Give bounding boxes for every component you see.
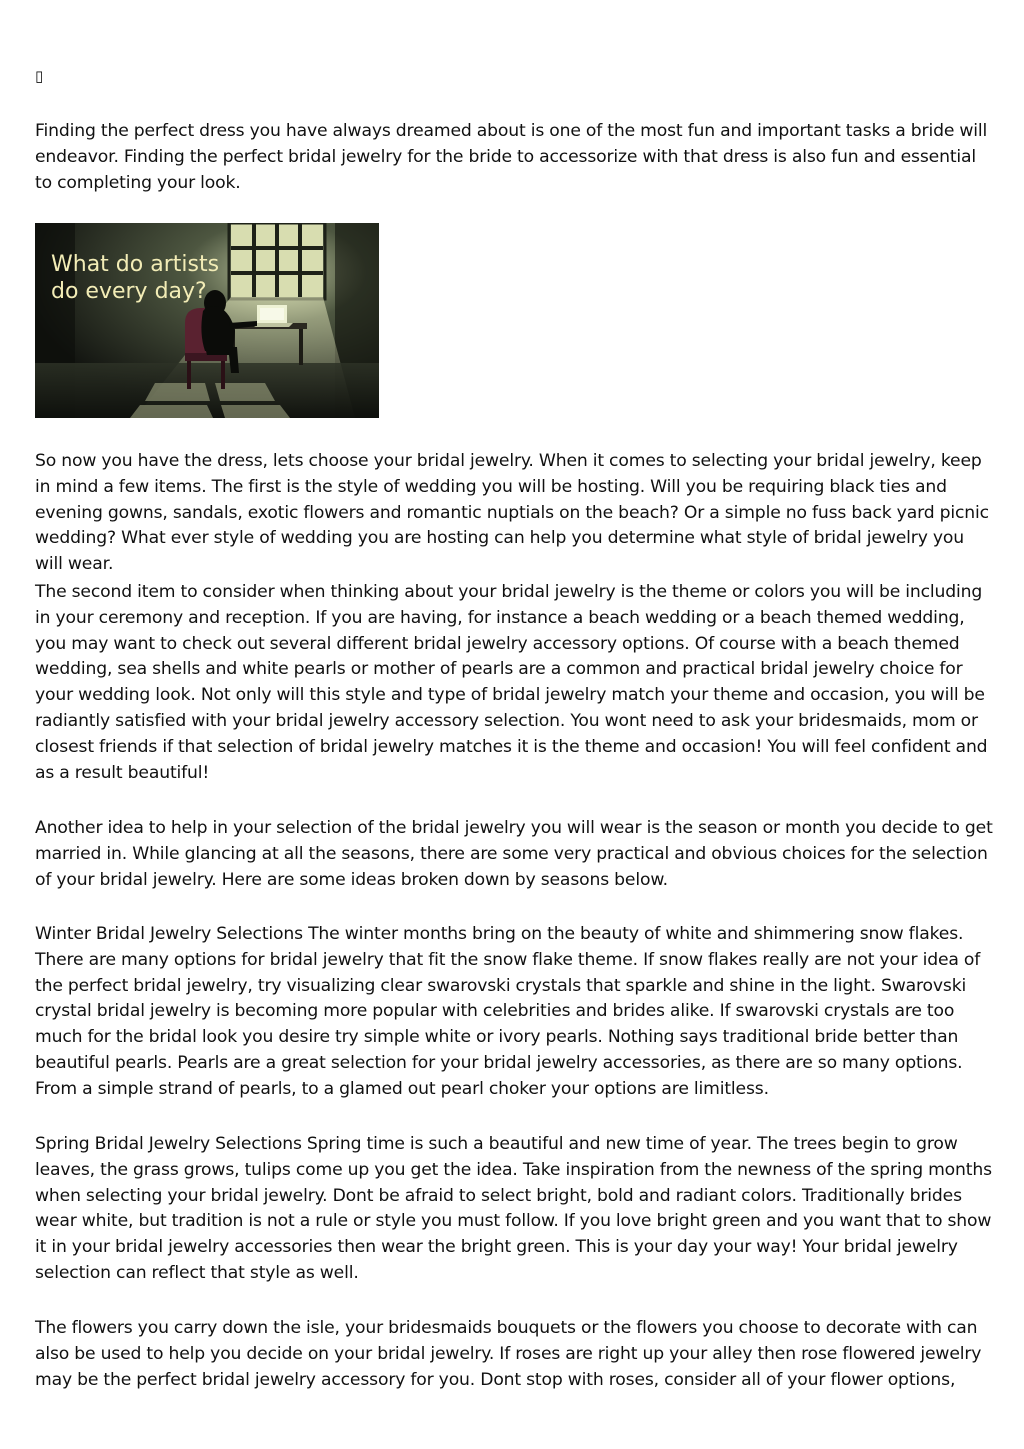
body-paragraph: So now you have the dress, lets choose your bridal jewelry. When it comes to selecting your bridal jewelry, keep in mind a few items. The first is the style of wedding you will be hosting. Will you be requiring black ties and evening gowns, sandals, exotic flowers and romantic nuptials on the beach? Or a simple no fuss back yard picnic wedding? What ever style of wedding you are hosting can help you determine what style of bridal jewelry you will wear. (35, 451, 989, 575)
laptop-icon (251, 305, 293, 327)
illustration-caption-line2: do every day? (51, 279, 207, 304)
body-paragraph: Spring Bridal Jewelry Selections Spring time is such a beautiful and new time of year. The trees begin to grow leaves, the grass grows, tulips come up you get the idea. Take inspiration from the newness of the spring months when selecting your bridal jewelry. Dont be afraid to select bright, bold and radiant colors. Traditionally brides wear white, but tradition is not a rule or style you must follow. If you love bright green and you want that to show it in your bridal jewelry accessories then wear the bright green. This is your day your way! Your bridal jewelry selection can reflect that style as well. (35, 1134, 992, 1283)
illustration-caption-line1: What do artists (51, 252, 220, 277)
body-paragraph: The second item to consider when thinking about your bridal jewelry is the theme or colors you will be including in your ceremony and reception. If you are having, for instance a beach wedding or a beach themed wedding, you may want to check out several different bridal jewelry accessory options. Of course with a beach themed wedding, sea shells and white pearls or mother of pearls are a common and practical bridal jewelry choice for your wedding look. Not only will this style and type of bridal jewelry match your theme and occasion, you will be radiantly satisfied with your bridal jewelry accessory selection. You wont need to ask your bridesmaids, mom or closest friends if that selection of bridal jewelry matches it is the theme and occasion! You will feel confident and as a result beautiful! (35, 582, 988, 783)
illustration-artist-at-window (35, 223, 379, 418)
intro-paragraph: Finding the perfect dress you have always dreamed about is one of the most fun and important tasks a bride will endeavor. Finding the perfect bridal jewelry for the bride to accessorize with that dress is also fun and essential to completing your look. (35, 121, 988, 193)
article-illustration (35, 223, 379, 418)
body-paragraph: Another idea to help in your selection of the bridal jewelry you will wear is the season or month you decide to get married in. While glancing at all the seasons, there are some very practical and obvious choices for the selection of your bridal jewelry. Here are some ideas broken down by seasons below. (35, 818, 993, 890)
body-paragraph: Winter Bridal Jewelry Selections The winter months bring on the beauty of white and shimmering snow flakes. There are many options for bridal jewelry that fit the snow flake theme. If snow flakes really are not your idea of the perfect bridal jewelry, try visualizing clear swarovski crystals that sparkle and shine in the light. Swarovski crystal bridal jewelry is becoming more popular with celebrities and brides alike. If swarovski crystals are too much for the bridal look you desire try simple white or ivory pearls. Nothing says traditional bride better than beautiful pearls. Pearls are a great selection for your bridal jewelry accessories, as there are so many options. From a simple strand of pearls, to a glamed out pearl choker your options are limitless. (35, 924, 981, 1099)
window-icon (229, 223, 325, 299)
body-paragraph: The flowers you carry down the isle, your bridesmaids bouquets or the flowers you choose to decorate with can also be used to help you decide on your bridal jewelry. If roses are right up your alley then rose flowered jewelry may be the perfect bridal jewelry accessory for you. Dont stop with roses, consider all of your flower options, (35, 1318, 982, 1390)
missing-glyph-icon: ▯ (35, 67, 44, 85)
